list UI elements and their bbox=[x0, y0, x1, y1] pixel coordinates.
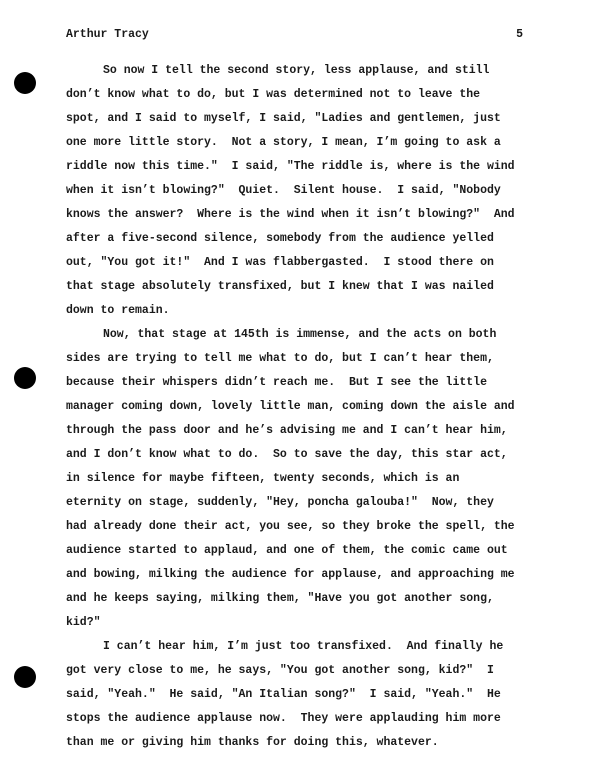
text-line: kid?" bbox=[66, 616, 101, 629]
text-line: So now I tell the second story, less applause, and still bbox=[103, 64, 490, 77]
text-line: Now, that stage at 145th is immense, and the acts on both bbox=[103, 328, 497, 341]
text-line: because their whispers didn’t reach me. But I see the little bbox=[66, 376, 487, 389]
text-line: and I don’t know what to do. So to save the day, this star act, bbox=[66, 448, 508, 461]
text-line: in silence for maybe fifteen, twenty seconds, which is an bbox=[66, 472, 460, 485]
text-line: sides are trying to tell me what to do, but I can’t hear them, bbox=[66, 352, 494, 365]
text-line: audience started to applaud, and one of them, the comic came out bbox=[66, 544, 508, 557]
text-line: and he keeps saying, milking them, "Have you got another song, bbox=[66, 592, 494, 605]
header-author: Arthur Tracy bbox=[66, 28, 149, 41]
text-line: manager coming down, lovely little man, coming down the aisle and bbox=[66, 400, 515, 413]
text-line: I can’t hear him, I’m just too transfixed. And finally he bbox=[103, 640, 504, 653]
text-line: after a five-second silence, somebody from the audience yelled bbox=[66, 232, 494, 245]
text-line: through the pass door and he’s advising me and I can’t hear him, bbox=[66, 424, 508, 437]
text-line: down to remain. bbox=[66, 304, 170, 317]
text-line: spot, and I said to myself, I said, "Ladies and gentlemen, just bbox=[66, 112, 501, 125]
text-line: don’t know what to do, but I was determined not to leave the bbox=[66, 88, 481, 101]
text-line: than me or giving him thanks for doing this, whatever. bbox=[66, 736, 439, 749]
header-page-number: 5 bbox=[516, 28, 523, 41]
text-line: knows the answer? Where is the wind when it isn’t blowing?" And bbox=[66, 208, 515, 221]
text-line: riddle now this time." I said, "The riddle is, where is the wind bbox=[66, 160, 515, 173]
page-header bbox=[66, 28, 523, 44]
text-line: one more little story. Not a story, I mean, I’m going to ask a bbox=[66, 136, 501, 149]
text-line: had already done their act, you see, so they broke the spell, the bbox=[66, 520, 515, 533]
text-line: and bowing, milking the audience for applause, and approaching me bbox=[66, 568, 515, 581]
text-line: got very close to me, he says, "You got another song, kid?" I bbox=[66, 664, 494, 677]
text-line: that stage absolutely transfixed, but I knew that I was nailed bbox=[66, 280, 494, 293]
punch-hole-bottom bbox=[14, 666, 36, 688]
text-line: when it isn’t blowing?" Quiet. Silent house. I said, "Nobody bbox=[66, 184, 501, 197]
punch-hole-top bbox=[14, 72, 36, 94]
text-line: stops the audience applause now. They were applauding him more bbox=[66, 712, 501, 725]
text-line: eternity on stage, suddenly, "Hey, poncha galouba!" Now, they bbox=[66, 496, 494, 509]
text-line: said, "Yeah." He said, "An Italian song?" I said, "Yeah." He bbox=[66, 688, 501, 701]
punch-hole-middle bbox=[14, 367, 36, 389]
text-line: out, "You got it!" And I was flabbergasted. I stood there on bbox=[66, 256, 494, 269]
